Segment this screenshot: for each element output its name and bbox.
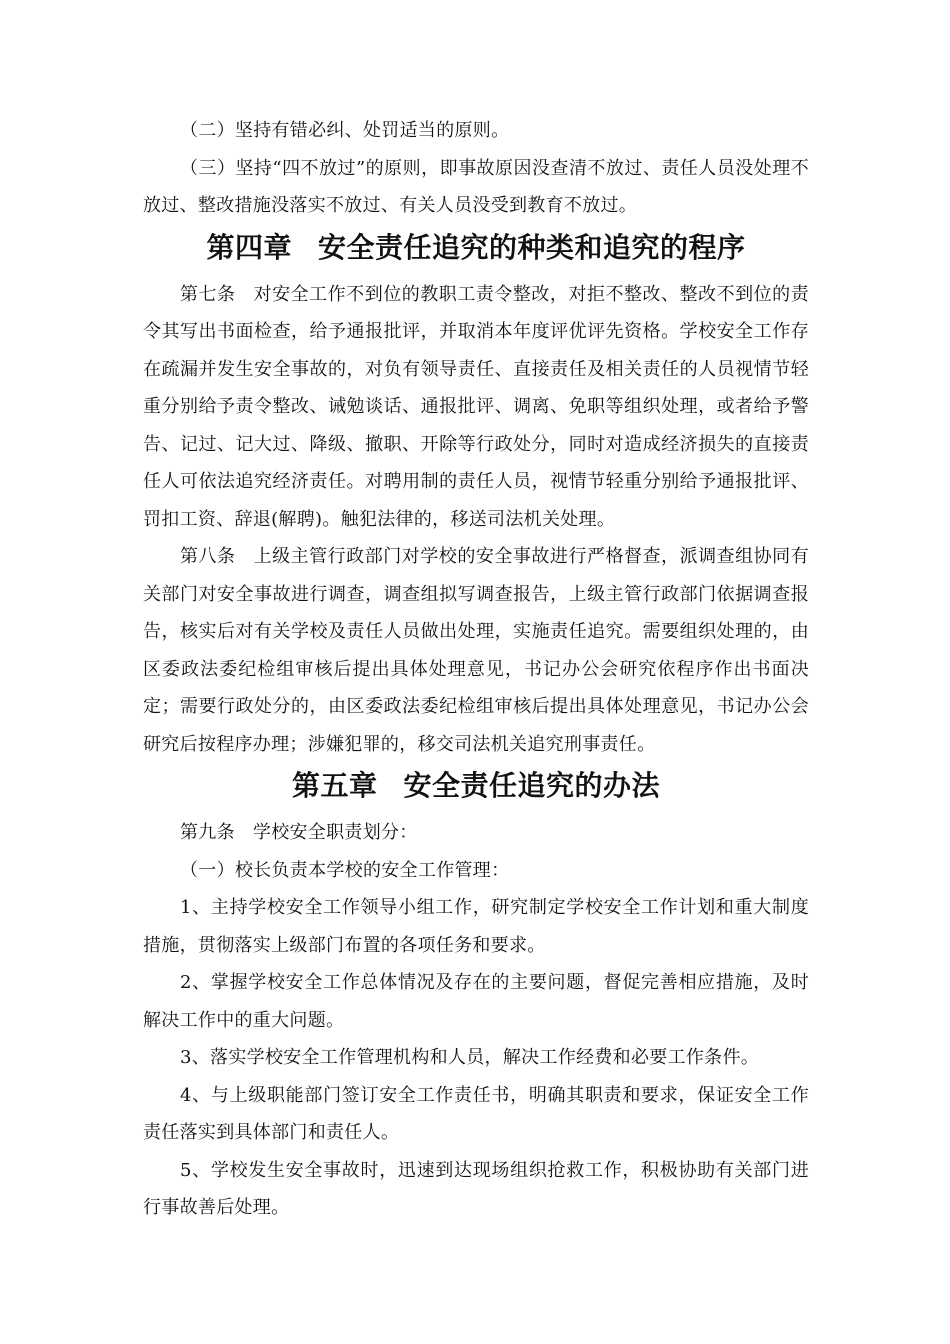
duty-item-3: 3、落实学校安全工作管理机构和人员，解决工作经费和必要工作条件。	[180, 1047, 760, 1068]
chapter-four-heading	[143, 226, 809, 270]
duty-item-5: 5、学校发生安全事故时，迅速到达现场组织抢救工作，积极协助有关部门进行事故善后处理。	[143, 1159, 809, 1218]
document-page	[143, 112, 809, 1227]
article-nine-text: 学校安全职责划分：	[252, 822, 418, 843]
principle-three: （三）坚持“四不放过”的原则，即事故原因没查清不放过、责任人员没处理不放过、整改措施没落实不放过、有关人员没受到教育不放过。	[143, 157, 809, 216]
chapter-five-heading	[143, 764, 809, 808]
article-seven	[143, 276, 809, 539]
duty-item-2: 2、掌握学校安全工作总体情况及存在的主要问题，督促完善相应措施，及时解决工作中的重大问题。	[143, 972, 809, 1031]
duty-item-1: 1、主持学校安全工作领导小组工作，研究制定学校安全工作计划和重大制度措施，贯彻落实上级部门布置的各项任务和要求。	[143, 897, 809, 956]
chapter-four-title: 安全责任追究的种类和追究的程序	[318, 230, 746, 264]
chapter-five-number: 第五章	[291, 769, 378, 802]
chapter-five-title: 安全责任追究的办法	[403, 769, 661, 802]
article-seven-label: 第七条	[180, 283, 236, 305]
article-seven-text: 对安全工作不到位的教职工责令整改，对拒不整改、整改不到位的责令其写出书面检查，给予通报批评，并取消本年度评优评先资格。学校安全工作存在疏漏并发生安全事故的，对负有领导责任、直接责任及相关责任的人员视情节轻重分别给予责令整改、诫勉谈话、通报批评、调离、免职等组织处理，或者给予警告、记过、记大过、降级、撤职、开除等行政处分，同时对造成经济损失的直接责任人可依法追究经济责任。对聘用制的责任人员，视情节轻重分别给予通报批评、罚扣工资、辞退(解聘)。触犯法律的，移送司法机关处理。	[143, 283, 810, 530]
article-eight-label: 第八条	[180, 546, 236, 567]
article-nine-label: 第九条	[180, 822, 235, 843]
article-eight	[143, 538, 809, 763]
principal-duties-heading: （一）校长负责本学校的安全工作管理：	[180, 859, 510, 881]
article-eight-text: 上级主管行政部门对学校的安全事故进行严格督查，派调查组协同有关部门对安全事故进行调查，调查组拟写调查报告，上级主管行政部门依据调查报告，核实后对有关学校及责任人员做出处理，实施责任追究。需要组织处理的，由区委政法委纪检组审核后提出具体处理意见，书记办公会研究依程序作出书面决定；需要行政处分的，由区委政法委纪检组审核后提出具体处理意见，书记办公会研究后按程序办理；涉嫌犯罪的，移交司法机关追究刑事责任。	[143, 546, 810, 755]
chapter-four-number: 第四章	[206, 230, 292, 264]
article-nine	[143, 814, 809, 852]
duty-item-4: 4、与上级职能部门签订安全工作责任书，明确其职责和要求，保证安全工作责任落实到具体部门和责任人。	[143, 1084, 809, 1143]
principle-two: （二）坚持有错必纠、处罚适当的原则。	[180, 120, 510, 141]
